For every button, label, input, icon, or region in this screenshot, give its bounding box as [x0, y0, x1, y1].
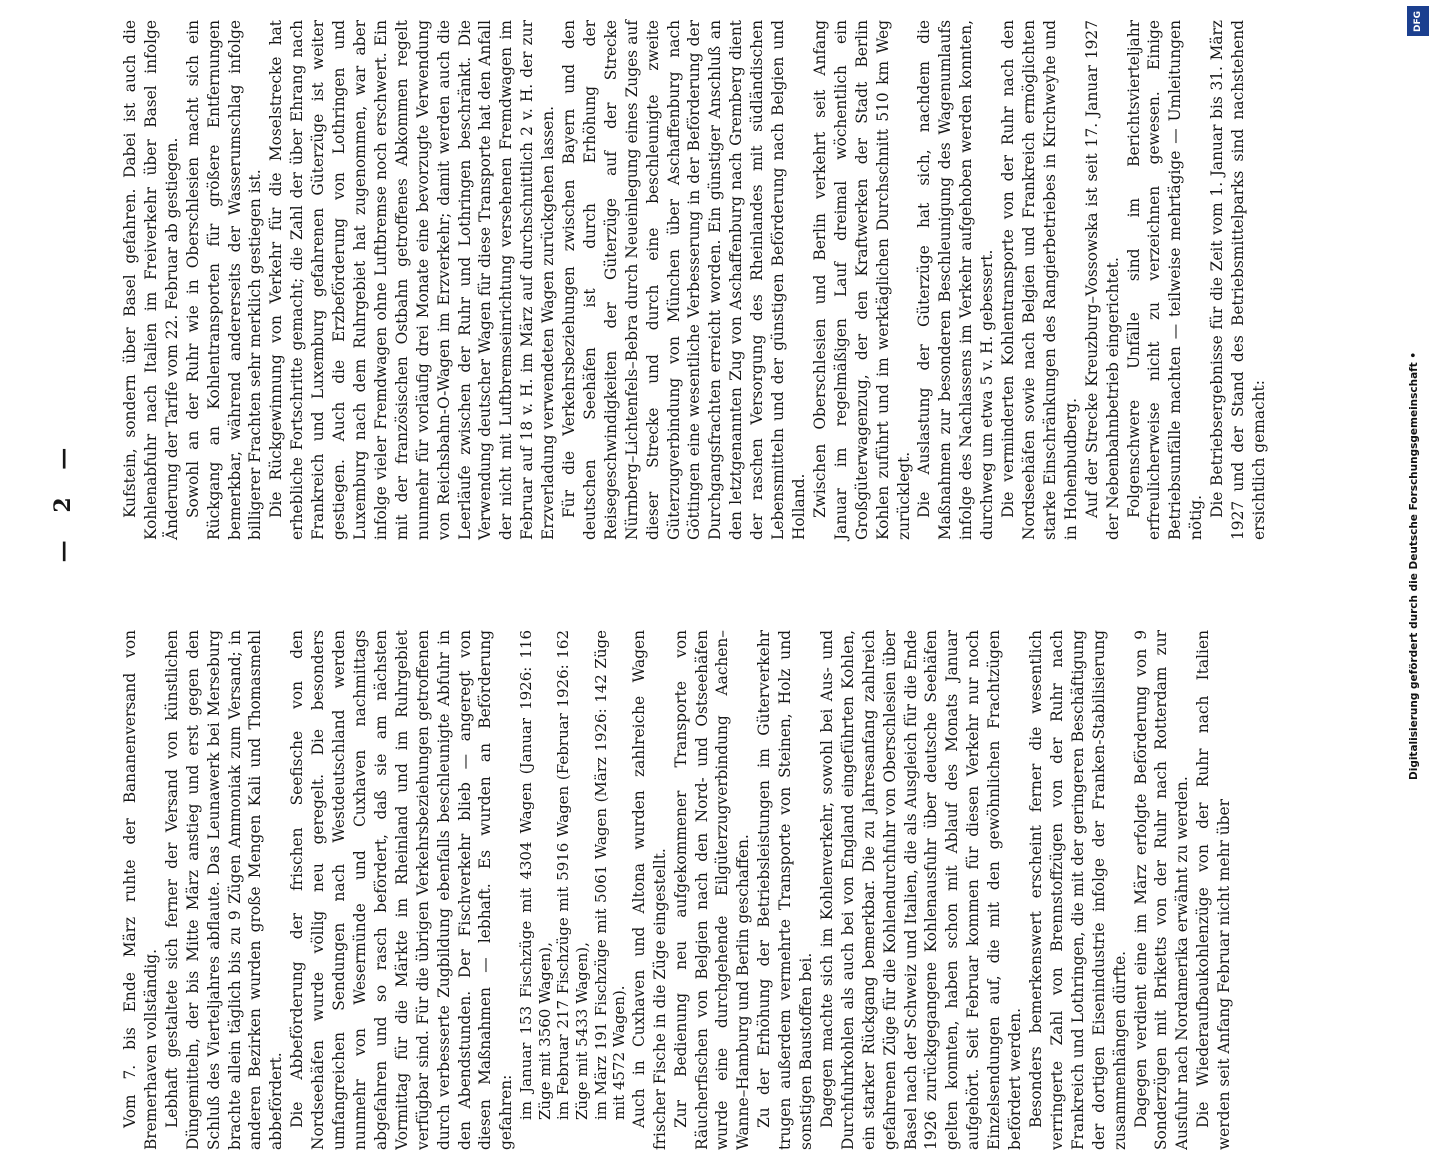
paragraph: Zwischen Oberschlesien und Berlin verkehrt seit Anfang Januar im regelmäßigen Lauf dreimal wöchentlich ein Großgüterwagenzug, der den Kraftwerken der Stadt Berlin Kohlen zuführt und im werktäglichen Durchschnitt 510 km Weg zurücklegt.: [810, 20, 913, 540]
paragraph: Die Auslastung der Güterzüge hat sich, nachdem die Maßnahmen zur besonderen Beschleunigung des Wagenumlaufs infolge des Nachlassens im Verkehr aufgehoben werden konnten, durchweg um etwa 5 v. H. gebessert.: [915, 20, 997, 540]
digitization-sidebar: [1404, 0, 1434, 1000]
page-number: — 2 —: [50, 437, 76, 563]
list-item: im Februar 217 Fischzüge mit 5916 Wagen (Februar 1926: 162 Züge mit 5433 Wagen),: [554, 630, 591, 1120]
paragraph: Auch in Cuxhaven und Altona wurden zahlreiche Wagen frischer Fische in die Züge eingestellt.: [629, 630, 669, 1150]
paragraph: Vom 7. bis Ende März ruhte der Bananenversand von Bremerhaven vollständig.: [121, 630, 160, 1150]
paragraph: Lebhaft gestaltete sich ferner der Versand von künstlichen Düngemitteln, der bis Mitte März anstieg und erst gegen den Schluß des Vierteljahres abflaute. Das Leunawerk bei Merseburg brachte allein täglich bis zu 9 Zügen Ammoniak zum Versand; in anderen Bezirken wurden große Mengen Kali und Thomasmehl abbefördert.: [162, 630, 286, 1150]
paragraph: Die verminderten Kohlentransporte von der Ruhr nach den Nordseehäfen sowie nach Belgien und Frankreich ermöglichten starke Einschränkungen des Rangierbetriebes in Kirchweyhe und in Hohenbudberg.: [999, 20, 1080, 540]
text-column-right: [120, 20, 1268, 540]
paragraph: Die Betriebsergebnisse für die Zeit vom 1. Januar bis 31. März 1927 und der Stand des Betriebsmittelparks sind nachstehend ersichtlich gemacht:: [1208, 20, 1268, 540]
paragraph: Zur Bedienung neu aufgekommener Transporte von Räucherfischen von Belgien nach den Nord- und Ostseehäfen wurde eine durchgehende Eilgüterzugverbindung Aachen–Wanne–Hamburg und Berlin geschaffen.: [671, 630, 753, 1150]
paragraph: Die Rückgewinnung von Verkehr für die Moselstrecke hat erhebliche Fortschritte gemacht; die Zahl der über Ehrang nach Frankreich und Luxemburg gefahrenen Güterzüge ist weiter gestiegen. Auch die Erzbeförderung von Lothringen und Luxemburg nach dem Ruhrgebiet hat zugenommen, war aber infolge vieler Fremdwagen ohne Luftbremse noch erschwert. Ein mit der französischen Ostbahn getroffenes Abkommen regelt nunmehr für vorläufig drei Monate eine bevorzugte Verwendung von Reichsbahn-O-Wagen im Erzverkehr; damit werden auch die Leerläufe zwischen der Ruhr und Lothringen beschränkt. Die Verwendung deutscher Wagen für diese Transporte hat den Anfall der nicht mit Luftbremseinrichtung versehenen Fremdwagen im Februar auf 18 v. H. im März auf durchschnittlich 2 v. H. der zur Erzverladung verwendeten Wagen zurückgehen lassen.: [267, 20, 558, 540]
paragraph: Kufstein, sondern über Basel gefahren. Dabei ist auch die Kohlenabfuhr nach Italien im Freiverkehr über Basel infolge Änderung der Tarife vom 22. Februar ab gestiegen.: [121, 20, 181, 540]
rotated-page: [50, 20, 1290, 1150]
text-column-left: [120, 630, 1234, 1150]
paragraph: Sowohl an der Ruhr wie in Oberschlesien macht sich ein Rückgang an Kohlentransporten für größere Entfernungen bemerkbar, während andererseits der Wasserumschlag infolge billigerer Frachten sehr merklich gestiegen ist.: [183, 20, 265, 540]
paragraph: Dagegen verdient eine im März erfolgte Beförderung von 9 Sonderzügen mit Briketts von der Ruhr nach Rotterdam zur Ausfuhr nach Nordamerika erwähnt zu werden.: [1131, 630, 1192, 1150]
paragraph: Für die Verkehrsbeziehungen zwischen Bayern und den deutschen Seehäfen ist durch Erhöhung der Reisegeschwindigkeiten der Güterzüge auf der Strecke Nürnberg–Lichtenfels–Bebra durch Neueinlegung eines Zuges auf dieser Strecke und durch eine beschleunigte zweite Güterzugverbindung von München über Aschaffenburg nach Göttingen eine wesentliche Verbesserung in der Beförderung der Durchgangsfrachten erreicht worden. Ein günstiger Anschluß an den letztgenannten Zug von Aschaffenburg nach Gremberg dient der raschen Versorgung des Rheinlandes mit südländischen Lebensmitteln und der günstigen Beförderung nach Belgien und Holland.: [560, 20, 808, 540]
paragraph: Die Abbeförderung der frischen Seefische von den Nordseehäfen wurde völlig neu geregelt. Die besonders umfangreichen Sendungen nach Westdeutschland werden nunmehr von Wesermünde und Cuxhaven nachmittags abgefahren und so rasch befördert, daß sie am nächsten Vormittag für die Märkte im Rheinland und im Ruhrgebiet verfügbar sind. Für die übrigen Verkehrsbeziehungen getroffenen durch verbesserte Zugbildung ebenfalls beschleunigte Abfuhr in den Abendstunden. Der Fischverkehr blieb — angeregt von diesen Maßnahmen — lebhaft. Es wurden an Beförderung gefahren:: [288, 630, 516, 1150]
paragraph: Zu der Erhöhung der Betriebsleistungen im Güterverkehr trugen außerdem vermehrte Transporte von Steinen, Holz und sonstigen Baustoffen bei.: [755, 630, 816, 1150]
dfg-logo: DFG: [1407, 6, 1429, 36]
digitization-credit: Digitalisierung gefördert durch die Deutsche Forschungsgemeinschaft •: [1408, 351, 1420, 780]
list-item: im Januar 153 Fischzüge mit 4304 Wagen (Januar 1926: 116 Züge mit 3560 Wagen),: [517, 630, 554, 1120]
paragraph: Die Wiederaufbaukohlenzüge von der Ruhr nach Italien werden seit Anfang Februar nicht mehr über: [1194, 630, 1234, 1150]
list-item: im März 191 Fischzüge mit 5061 Wagen (März 1926: 142 Züge mit 4572 Wagen).: [591, 630, 629, 1120]
paragraph: Auf der Strecke Kreuzburg–Vossowska ist seit 17. Januar 1927 der Nebenbahnbetrieb eingerichtet.: [1082, 20, 1122, 540]
paragraph: Dagegen machte sich im Kohlenverkehr, sowohl bei Aus- und Durchfuhrkohlen als auch bei von England eingeführten Kohlen, ein starker Rückgang bemerkbar. Die zu Jahresanfang zahlreich gefahrenen Züge für die Kohlendurchfuhr von Oberschlesien über Basel nach der Schweiz und Italien, die als Ausgleich für die Ende 1926 zurückgegangene Kohlenausfuhr über deutsche Seehäfen gelten konnten, haben schon mit Ablauf des Monats Januar aufgehört. Seit Februar kommen für diesen Verkehr nur noch Einzelsendungen auf, die mit den gewöhnlichen Frachtzügen befördert werden.: [817, 630, 1025, 1150]
paragraph: Folgenschwere Unfälle sind im Berichtsvierteljahr erfreulicherweise nicht zu verzeichnen gewesen. Einige Betriebsunfälle machten — teilweise mehrtägige — Umleitungen nötig.: [1124, 20, 1206, 540]
paragraph: Besonders bemerkenswert erscheint ferner die wesentlich verringerte Zahl von Brennstoffzügen von der Ruhr nach Frankreich und Lothringen, die mit der geringeren Beschäftigung der dortigen Eisenindustrie infolge der Franken-Stabilisierung zusammenhängen dürfte.: [1027, 630, 1129, 1150]
